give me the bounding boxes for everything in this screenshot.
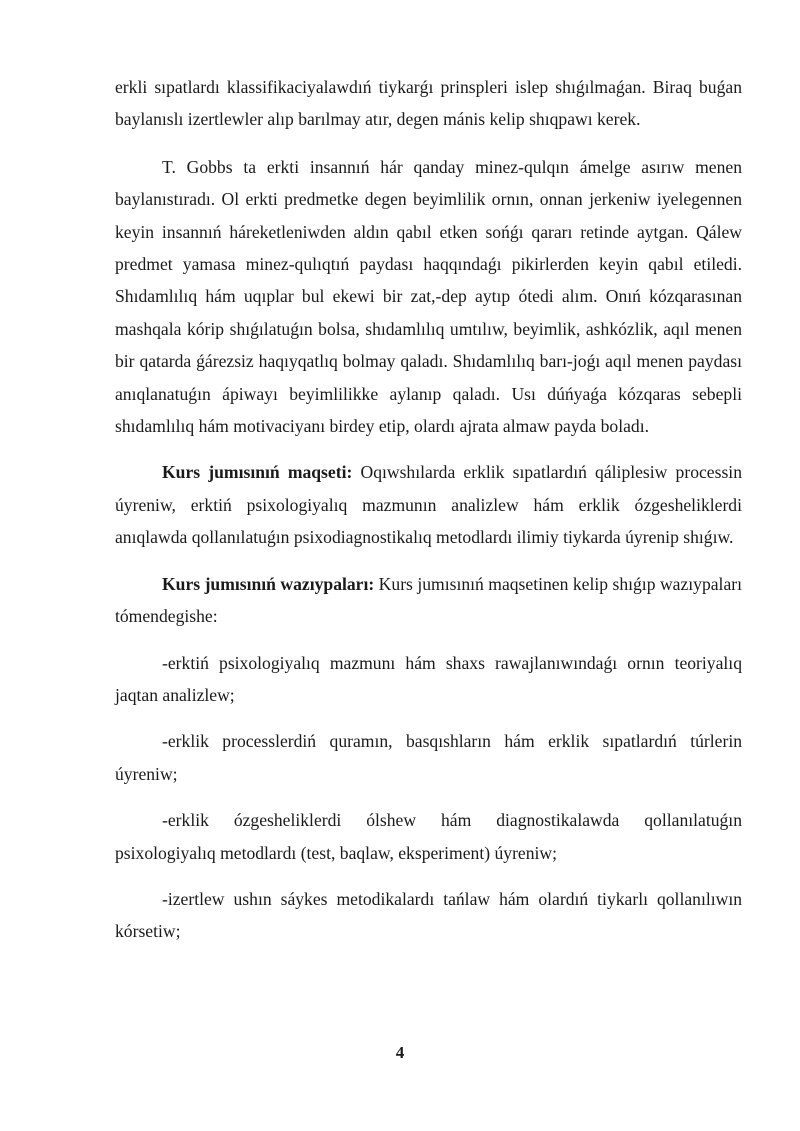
- paragraph-tasks: [115, 568, 742, 633]
- page-body: [115, 71, 742, 948]
- task-item-1: -erktiń psixologiyalıq mazmunı hám shaxs rawajlanıwındaǵı ornın teoriyalıq jaqtan analizlew;: [115, 652, 742, 705]
- tasks-text: Kurs jumısınıń maqsetinen kelip shıǵıp wazıypaları tómendegishe:: [115, 573, 743, 627]
- task-item-4: -izertlew ushın sáykes metodikalardı tańlaw hám olardıń tiykarlı qollanılıwın kórsetiw;: [115, 888, 742, 942]
- goal-heading: Kurs jumısınıń maqseti:: [162, 462, 353, 483]
- paragraph-gobbs: T. Gobbs ta erkti insannıń hár qanday minez-qulqın ámelge asırıw menen baylanıstıradı. Ol erkti predmetke degen beyimlilik ornın, onnan jerkeniw iyelegennen keyin insannıń háreketleniwden aldın qabıl etken sońǵı qararı retinde aytgan. Qálew predmet yamasa minez-qulıqtıń paydası haqqındaǵı pikirlerden keyin qabıl etiledi. Shıdamlılıq hám uqıplar bul ekewi bir zat,-dep aytıp ótedi alım. Onıń kózqarasınan mashqala kórip shıǵılatuǵın bolsa, shıdamlılıq umtılıw, beyimlik, ashkózlik, aqıl menen bir qatarda ǵárezsiz haqıyqatlıq bolmay qaladı. Shıdamlılıq barı-joǵı aqıl menen paydası anıqlanatuǵın ápiwayı beyimlilikke aylanıp qaladı. Usı dúńyaǵa kózqaras sebepli shıdamlılıq hám motivaciyanı birdey etip, olardı ajrata almaw payda boladı.: [115, 156, 742, 437]
- tasks-heading: Kurs jumısınıń wazıypaları:: [162, 573, 375, 594]
- task-item-2: -erklik processlerdiń quramın, basqıshların hám erklik sıpatlardıń túrlerin úyreniw;: [115, 731, 742, 784]
- goal-text: Oqıwshılarda erklik sıpatlardıń qáliplesiw processin úyreniw, erktiń psixologiyalıq mazmunın analizlew hám erklik ózgesheliklerdi anıqlawda qollanılatuǵın psixodiagnostikalıq metodlardı ilimiy tiykarda úyrenip shıǵıw.: [115, 462, 742, 548]
- page-number: 4: [395, 1043, 405, 1062]
- paragraph-goal: [115, 456, 742, 553]
- paragraph-continuation: erkli sıpatlardı klassifikaciyalawdıń tiykarǵı prinspleri islep shıǵılmaǵan. Biraq buǵan baylanıslı izertlewler alıp barılmay atır, degen mánis kelip shıqpawı kerek.: [115, 77, 742, 130]
- task-item-3: -erklik ózgesheliklerdi ólshew hám diagnostikalawda qollanılatuǵın psixologiyalıq metodlardı (test, baqlaw, eksperiment) úyreniw;: [115, 810, 742, 863]
